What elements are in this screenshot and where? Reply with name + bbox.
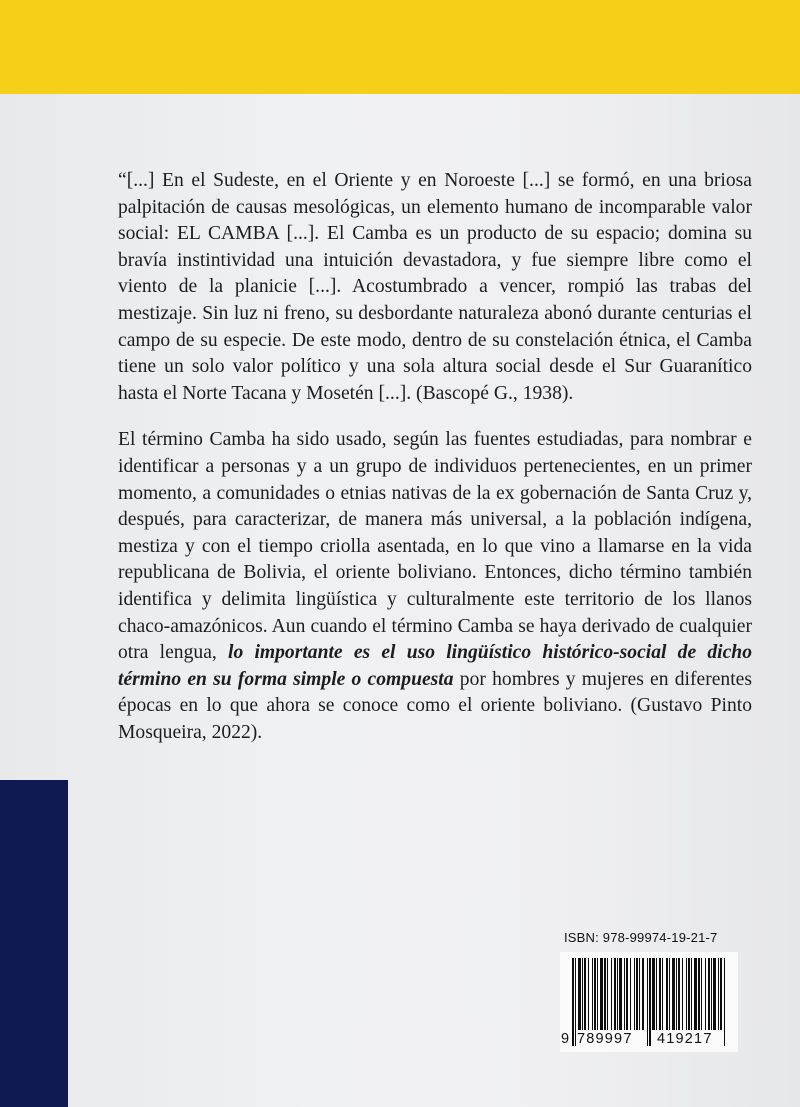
barcode-bar xyxy=(656,958,657,1030)
isbn-barcode xyxy=(560,930,738,1054)
barcode-bar xyxy=(619,958,622,1030)
barcode-bar xyxy=(594,958,596,1030)
description-emphasis: lo importante es el uso lingüístico histórico-social de dicho término en su forma simple o compuesta xyxy=(118,642,752,690)
barcode-bar xyxy=(682,958,683,1030)
barcode-bar xyxy=(662,958,663,1030)
quote-paragraph: “[...] En el Sudeste, en el Oriente y en Noroeste [...] se formó, en una briosa palpitación de causas mesológicas, un elemento humano de incomparable valor social: EL CAMBA [...]. El Camba es un producto de su espacio; domina su bravía instintividad una intuición devastadora, y fue siempre libre como el viento de la planicie [...]. Acostumbrado a vencer, rompió las trabas del mestizaje. Sin luz ni freno, su desbordante naturaleza abonó durante centurias el campo de su especie. De este modo, dentro de su constelación étnica, el Camba tiene un solo valor político y una sola altura social desde el Sur Guaranítico hasta el Norte Tacana y Mosetén [...]. (Bascopé G., 1938). xyxy=(118,170,752,404)
barcode-bar xyxy=(652,958,655,1030)
description-text-before: El término Camba ha sido usado, según las fuentes estudiadas, para nombrar e identificar a personas y a un grupo de individuos pertenecientes, en un primer momento, a comunidades o etnias nativas de la ex gobernación de Santa Cruz y, después, para caracterizar, de manera más universal, a la población indígena, mestiza y con el tiempo criolla asentada, en lo que vino a llamarse en la vida republicana de Bolivia, el oriente boliviano. Entonces, dicho término también identifica y delimita lingüística y culturalmente este territorio de los llanos chaco-amazónicos. Aun cuando el término Camba se haya derivado de cualquier otra lengua, xyxy=(118,429,752,664)
barcode-bar xyxy=(578,958,581,1030)
description-text-after: por hombres y mujeres en diferentes épocas en lo que ahora se conoce como el oriente boliviano. (Gustavo Pinto Mosqueira, 2022). xyxy=(118,668,752,743)
barcode-bar xyxy=(634,958,635,1030)
barcode-area xyxy=(560,952,738,1052)
barcode-digits-right: 419217 xyxy=(657,1031,713,1047)
barcode-digit-first: 9 xyxy=(561,1031,571,1047)
barcode-bar xyxy=(659,958,661,1030)
barcode-bar xyxy=(649,958,651,1046)
barcode-bar xyxy=(669,958,670,1030)
barcode-bar xyxy=(607,958,608,1030)
barcode-bar xyxy=(705,958,706,1030)
barcode-bar xyxy=(592,958,593,1030)
barcode-bar xyxy=(642,958,644,1030)
barcode-bar xyxy=(597,958,598,1030)
barcode-bar xyxy=(600,958,603,1030)
barcode-bar xyxy=(614,958,616,1030)
barcode-bar xyxy=(698,958,700,1030)
barcode-bar xyxy=(639,958,640,1030)
barcode-bar xyxy=(678,958,680,1030)
barcode-bar xyxy=(624,958,625,1030)
description-paragraph xyxy=(118,427,752,746)
barcode-bar xyxy=(611,958,612,1030)
barcode-bar xyxy=(582,958,583,1030)
barcode-bar xyxy=(626,958,628,1030)
barcode-bar xyxy=(672,958,675,1030)
barcode-bar xyxy=(708,958,710,1030)
barcode-bar xyxy=(720,958,722,1030)
barcode-bar xyxy=(666,958,668,1030)
barcode-bar xyxy=(630,958,631,1030)
barcode-bar xyxy=(676,958,677,1030)
barcode-bar xyxy=(584,958,586,1030)
top-yellow-band xyxy=(0,0,800,94)
barcode-bar xyxy=(588,958,589,1030)
barcode-bar xyxy=(718,958,719,1030)
barcode-bar xyxy=(691,958,692,1030)
barcode-bar xyxy=(713,958,716,1030)
isbn-label: ISBN: 978-99974-19-21-7 xyxy=(564,930,718,945)
barcode-bar xyxy=(688,958,690,1030)
barcode-bar xyxy=(572,958,574,1046)
barcode-bar xyxy=(694,958,697,1030)
barcode-bar xyxy=(604,958,606,1030)
barcode-bar xyxy=(686,958,687,1030)
barcode-bar xyxy=(636,958,638,1030)
barcode-digits-left: 789997 xyxy=(577,1031,633,1047)
barcode-bar xyxy=(647,958,648,1046)
barcode-bar xyxy=(701,958,702,1030)
back-cover-text xyxy=(118,168,752,746)
navy-side-stripe xyxy=(0,780,68,1107)
barcode-bar xyxy=(617,958,618,1030)
barcode-bar xyxy=(724,958,725,1046)
barcode-bar xyxy=(711,958,712,1030)
